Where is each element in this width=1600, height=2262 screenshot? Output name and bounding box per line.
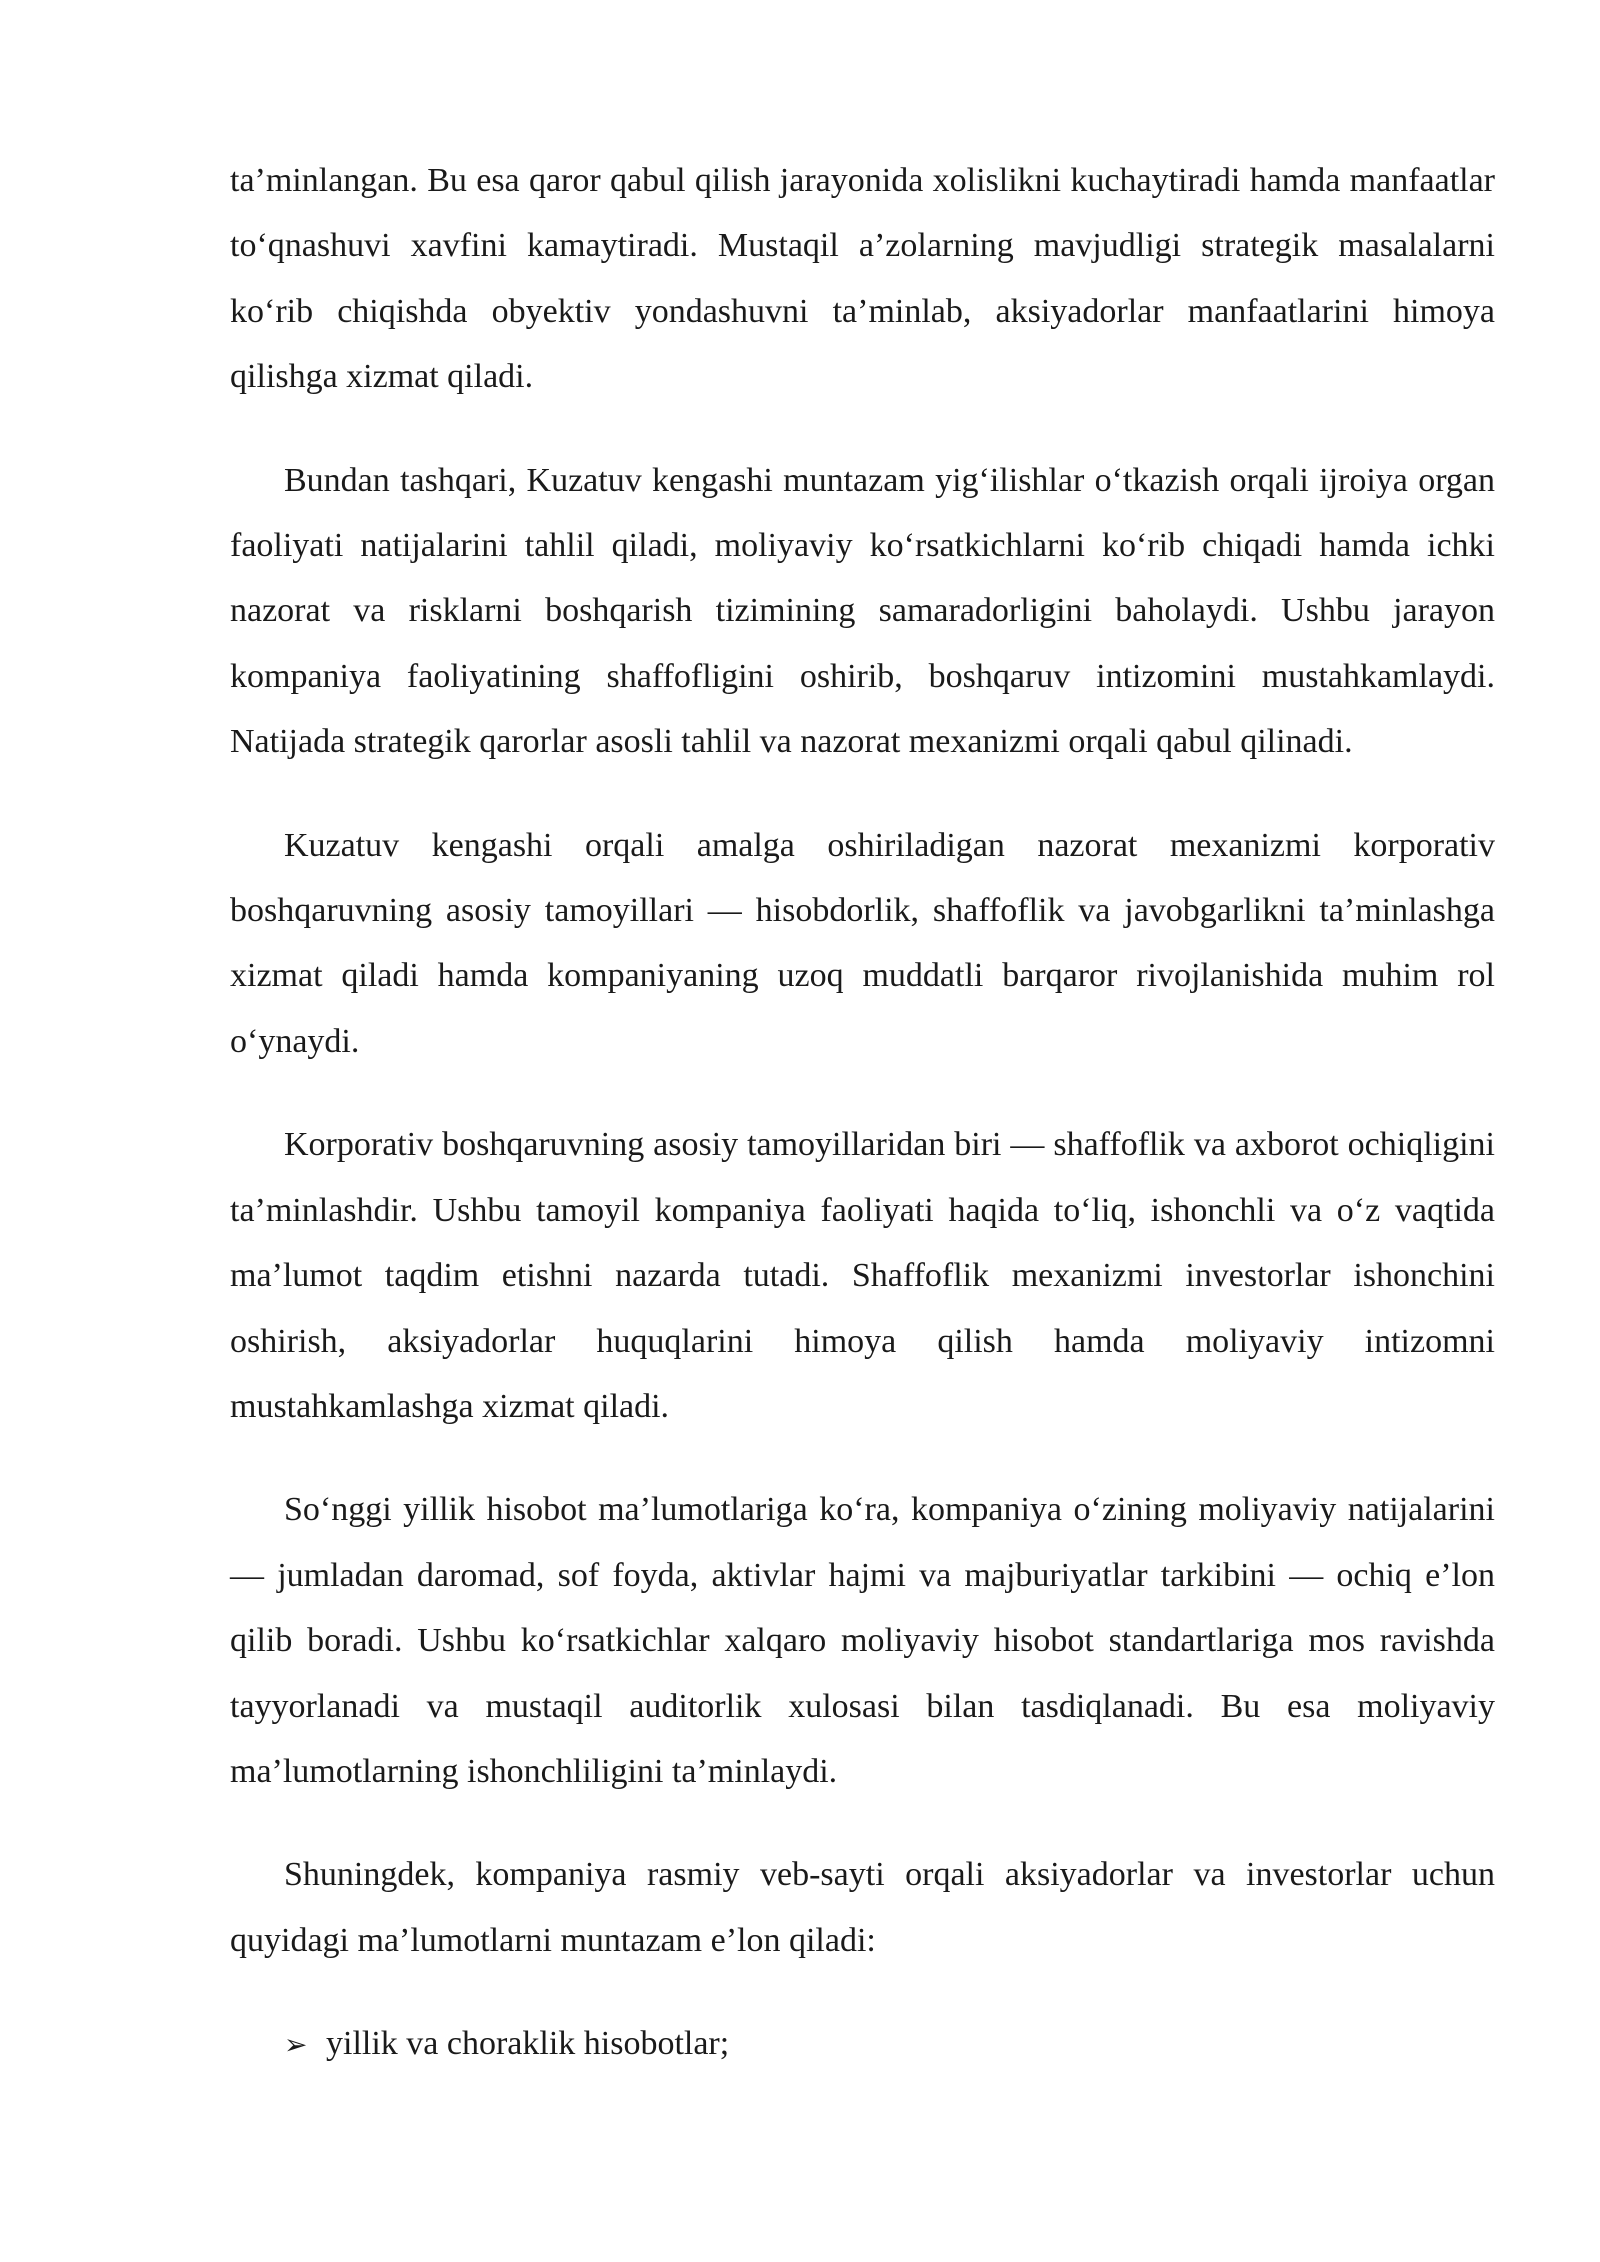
document-body (230, 148, 1495, 2078)
paragraph-continuation: ta’minlangan. Bu esa qaror qabul qilish jarayonida xolislikni kuchaytiradi hamda manfaatlar to‘qnashuvi xavfini kamaytiradi. Mustaqil a’zolarning mavjudligi strategik masalalarni ko‘rib chiqishda obyektiv yondashuvni ta’minlab, aksiyadorlar manfaatlarini himoya qilishga xizmat qiladi. (230, 162, 1495, 396)
paragraph-transparency-principle: Korporativ boshqaruvning asosiy tamoyillaridan biri — shaffoflik va axborot ochiqligini ta’minlashdir. Ushbu tamoyil kompaniya faoliyati haqida to‘liq, ishonchli va o‘z vaqtida ma’lumot taqdim etishni nazarda tutadi. Shaffoflik mexanizmi investorlar ishonchini oshirish, aksiyadorlar huquqlarini himoya qilish hamda moliyaviy intizomni mustahkamlashga xizmat qiladi. (230, 1126, 1495, 1425)
paragraph-annual-report: So‘nggi yillik hisobot ma’lumotlariga ko‘ra, kompaniya o‘zining moliyaviy natijalarini — jumladan daromad, sof foyda, aktivlar hajmi va majburiyatlar tarkibini — ochiq e’lon qilib boradi. Ushbu ko‘rsatkichlar xalqaro moliyaviy hisobot standartlariga mos ravishda tayyorlanadi va mustaqil auditorlik xulosasi bilan tasdiqlanadi. Bu esa moliyaviy ma’lumotlarning ishonchliligini ta’minlaydi. (230, 1491, 1495, 1790)
paragraph-supervisory-board-meetings: Bundan tashqari, Kuzatuv kengashi muntazam yig‘ilishlar o‘tkazish orqali ijroiya organ faoliyati natijalarini tahlil qiladi, moliyaviy ko‘rsatkichlarni ko‘rib chiqadi hamda ichki nazorat va risklarni boshqarish tizimining samaradorligini baholaydi. Ushbu jarayon kompaniya faoliyatining shaffofligini oshirib, boshqaruv intizomini mustahkamlaydi. Natijada strategik qarorlar asosli tahlil va nazorat mexanizmi orqali qabul qilinadi. (230, 461, 1495, 761)
paragraph-website-disclosure: Shuningdek, kompaniya rasmiy veb-sayti orqali aksiyadorlar va investorlar uchun quyidagi ma’lumotlarni muntazam e’lon qiladi: (230, 1856, 1495, 1959)
paragraph-control-mechanism: Kuzatuv kengashi orqali amalga oshiriladigan nazorat mexanizmi korporativ boshqaruvning asosiy tamoyillari — hisobdorlik, shaffoflik va javobgarlikni ta’minlashga xizmat qiladi hamda kompaniyaning uzoq muddatli barqaror rivojlanishida muhim rol o‘ynaydi. (230, 826, 1495, 1060)
arrow-bullet-icon: ➢ (284, 2028, 308, 2062)
list-item-text: yillik va choraklik hisobotlar; (326, 2025, 730, 2063)
list-item (230, 2011, 1495, 2077)
